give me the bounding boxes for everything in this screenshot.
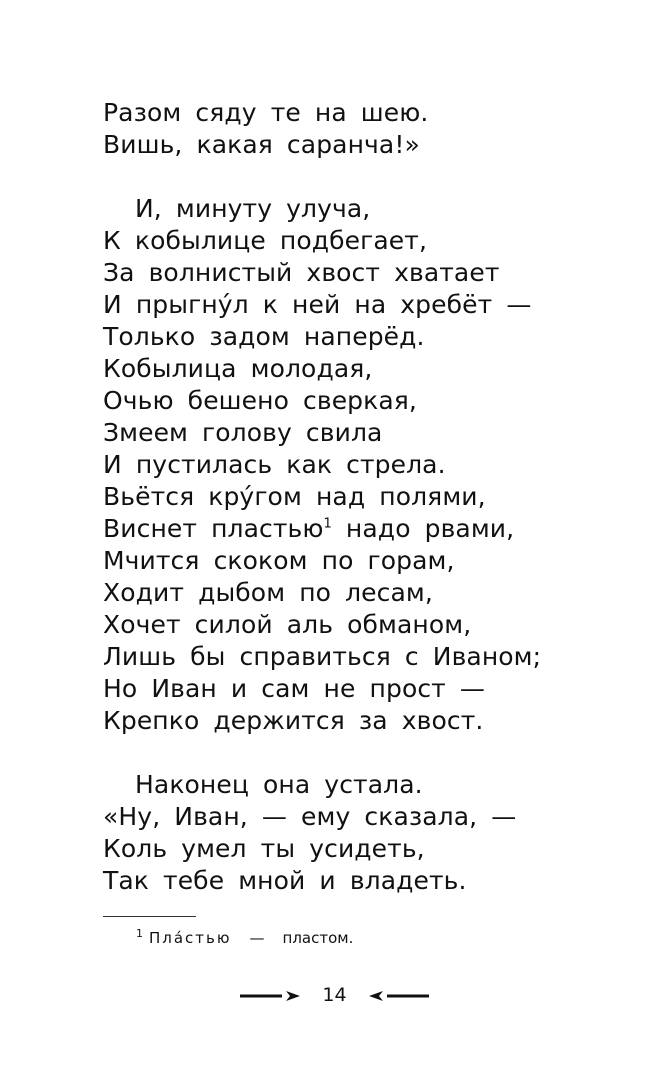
- stanza-2: [103, 193, 643, 737]
- verse-line: И прыгну́л к ней на хребёт —: [103, 290, 532, 319]
- verse-line: К кобылице подбегает,: [103, 226, 427, 255]
- verse-line: Змеем голову свила: [103, 418, 383, 447]
- verse-line: Кобылица молодая,: [103, 354, 373, 383]
- verse-text-before-mark: Виснет пластью: [103, 514, 324, 543]
- verse-line: Ходит дыбом по лесам,: [103, 578, 433, 607]
- verse-line: Вишь, какая саранча!»: [103, 130, 420, 159]
- verse-text-after-mark: надо рвами,: [331, 514, 515, 543]
- footnote-dash: —: [249, 929, 265, 947]
- verse-line-indented: Наконец она устала.: [135, 770, 423, 799]
- footnote-reference-mark: 1: [323, 516, 332, 532]
- footnote-number: 1: [136, 927, 143, 940]
- verse-line: «Ну, Иван, — ему сказала, —: [103, 802, 517, 831]
- stanza-1: [103, 97, 643, 161]
- verse-line: Коль умел ты усидеть,: [103, 834, 425, 863]
- page-number-block: [0, 983, 669, 1007]
- footnote: [136, 928, 353, 948]
- verse-line: Вьётся кру́гом над полями,: [103, 482, 486, 511]
- verse-line: Только задом наперёд.: [103, 322, 425, 351]
- footnote-definition: пластом.: [282, 929, 354, 947]
- verse-line-with-footnote: [103, 513, 643, 545]
- verse-line: Мчится скоком по горам,: [103, 546, 455, 575]
- verse-line-indented: И, минуту улуча,: [135, 194, 371, 223]
- right-ornament-icon: [363, 990, 429, 1002]
- poem-text: [103, 97, 643, 929]
- verse-line: Хочет силой аль обманом,: [103, 610, 472, 639]
- page-number: 14: [322, 984, 347, 1006]
- verse-line: Но Иван и сам не прост —: [103, 674, 485, 703]
- verse-line: За волнистый хвост хватает: [103, 258, 500, 287]
- footnote-divider: [103, 916, 196, 917]
- footnote-term: Пла́стью: [149, 929, 232, 947]
- verse-line: Так тебе мной и владеть.: [103, 866, 467, 895]
- verse-line: Лишь бы справиться с Иваном;: [103, 642, 542, 671]
- left-ornament-icon: [240, 990, 306, 1002]
- verse-line: Крепко держится за хвост.: [103, 706, 484, 735]
- verse-line: И пустилась как стрела.: [103, 450, 446, 479]
- verse-line: Разом сяду те на шею.: [103, 98, 429, 127]
- verse-line: Очью бешено сверкая,: [103, 386, 417, 415]
- stanza-3: [103, 769, 643, 897]
